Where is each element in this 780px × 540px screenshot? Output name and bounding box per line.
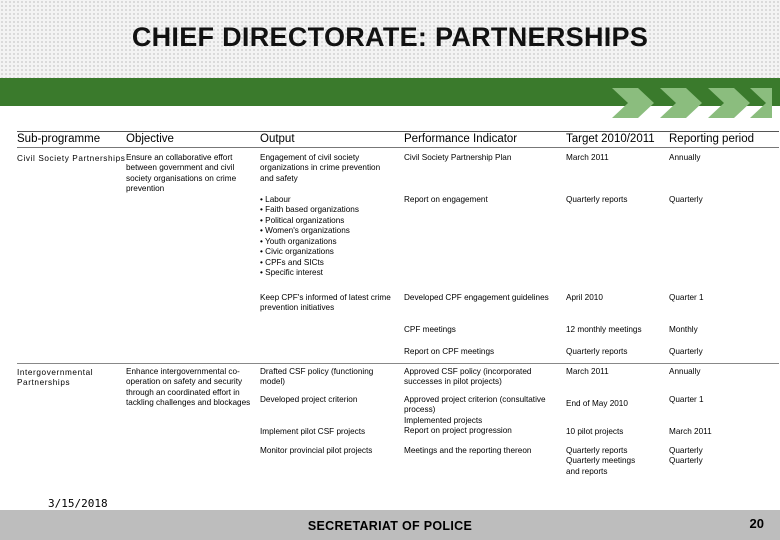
list-item: • Specific interest xyxy=(260,268,404,279)
output-cell xyxy=(260,195,404,293)
indicator-text: Implemented projects xyxy=(404,415,483,425)
output-cell: Implement pilot CSF projects xyxy=(260,427,366,437)
subprogramme-inter: Intergovernmental Partnerships xyxy=(17,367,94,388)
target-text: Quarterly meetings xyxy=(566,456,636,466)
table-row xyxy=(17,147,779,195)
output-cell: Drafted CSF policy (functioning model) xyxy=(260,363,404,395)
list-item: • Civic organizations xyxy=(260,247,404,258)
list-item: • Political organizations xyxy=(260,216,404,227)
header-objective: Objective xyxy=(126,133,174,145)
objective-civil: Ensure an collaborative effort between government and civil society organisations on crime prevention xyxy=(126,152,237,194)
subprogramme-civil: Civil Society Partnerships xyxy=(17,153,126,163)
target-cell: March 2011 xyxy=(566,152,609,162)
period-cell: Annually xyxy=(669,363,779,395)
target-cell: End of May 2010 xyxy=(566,398,628,408)
target-cell: March 2011 xyxy=(566,363,669,395)
indicator-cell: Report on engagement xyxy=(404,194,488,204)
header-period: Reporting period xyxy=(669,133,755,145)
output-list xyxy=(260,195,404,279)
indicator-cell: Approved CSF policy (incorporated successes in pilot projects) xyxy=(404,363,566,395)
target-cell: Quarterly reports xyxy=(566,194,628,204)
indicator-text: Approved project criterion (consultative process) xyxy=(404,394,546,415)
table-row xyxy=(17,363,779,395)
indicator-text: Report on project progression xyxy=(404,426,512,436)
period-cell: Quarter 1 xyxy=(669,292,704,302)
header-target: Target 2010/2011 xyxy=(566,133,655,145)
period-cell: March 2011 xyxy=(669,427,712,437)
header-subprogramme: Sub-programme xyxy=(17,133,101,145)
page-number: 20 xyxy=(749,516,764,531)
list-item: • Youth organizations xyxy=(260,237,404,248)
period-cell: Quarterly xyxy=(669,346,703,356)
indicator-cell xyxy=(404,395,566,440)
period-text: Quarterly xyxy=(669,456,703,466)
target-text: and reports xyxy=(566,466,608,476)
period-cell: Monthly xyxy=(669,324,698,334)
output-cell: Monitor provincial pilot projects xyxy=(260,445,373,455)
period-cell xyxy=(669,440,779,478)
indicator-cell: Developed CPF engagement guidelines xyxy=(404,292,549,302)
footer-text: SECRETARIAT OF POLICE xyxy=(307,519,473,533)
target-cell: Quarterly reports xyxy=(566,346,628,356)
output-cell: Keep CPF's informed of latest crime prevention initiatives xyxy=(260,292,391,313)
slide-title: CHIEF DIRECTORATE: PARTNERSHIPS xyxy=(131,22,649,52)
list-item: • CPFs and SICts xyxy=(260,258,404,269)
target-cell xyxy=(566,440,669,478)
header-output: Output xyxy=(260,133,295,145)
chevron-arrows-icon xyxy=(612,88,772,118)
table-header-row xyxy=(17,132,779,148)
period-cell: Quarterly xyxy=(669,194,703,204)
period-cell: Quarter 1 xyxy=(669,394,704,404)
indicator-cell: Meetings and the reporting thereon xyxy=(404,445,532,455)
target-cell: 10 pilot projects xyxy=(566,427,624,437)
slide-date: 3/15/2018 xyxy=(48,497,108,510)
list-item: • Faith based organizations xyxy=(260,205,404,216)
period-text: Quarterly xyxy=(669,445,703,455)
target-cell: 12 monthly meetings xyxy=(566,324,642,334)
target-text: Quarterly reports xyxy=(566,445,628,455)
output-cell: Engagement of civil society organizations in crime prevention and safety xyxy=(260,152,381,183)
period-cell: Annually xyxy=(669,152,701,162)
indicator-cell: Report on CPF meetings xyxy=(404,346,495,356)
target-cell: April 2010 xyxy=(566,292,603,302)
list-item: • Women's organizations xyxy=(260,226,404,237)
indicator-cell: CPF meetings xyxy=(404,324,456,334)
indicator-cell: Civil Society Partnership Plan xyxy=(404,152,512,162)
list-item: • Labour xyxy=(260,195,404,206)
objective-inter: Enhance intergovernmental co-operation on safety and security through an coordinated effort in tackling challenges and blockages xyxy=(126,363,260,477)
partnerships-table xyxy=(17,131,779,477)
output-cell: Developed project criterion xyxy=(260,394,358,404)
header-indicator: Performance Indicator xyxy=(404,133,518,145)
